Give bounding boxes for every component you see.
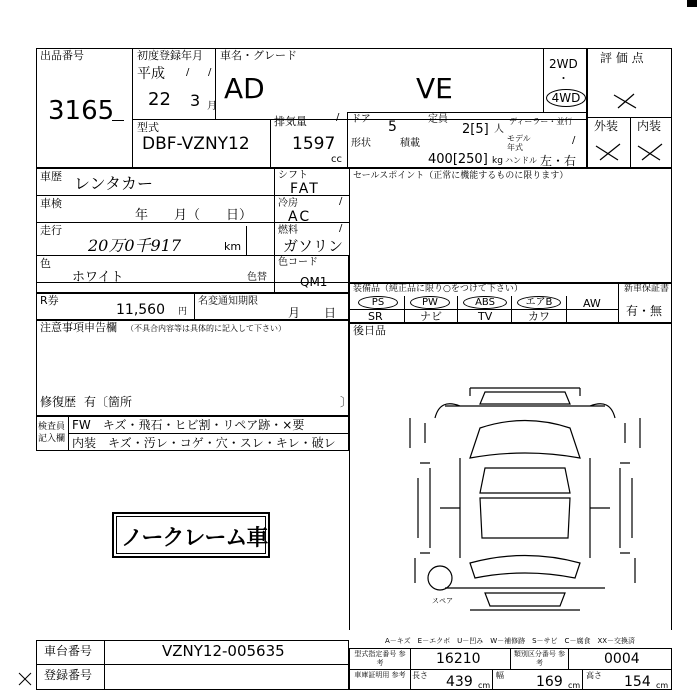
- ac: AC: [288, 209, 312, 225]
- checker-row1: FW キズ・飛石・ヒビ割・リペア跡・×要: [72, 418, 305, 432]
- slash-mark: /: [572, 135, 576, 146]
- width: 169: [536, 674, 563, 690]
- slash-mark: /: [208, 67, 212, 78]
- exterior-label: 外装: [594, 119, 619, 133]
- doors: 5: [388, 119, 397, 135]
- slash-mark: /: [336, 112, 340, 123]
- slash-mark: /: [339, 196, 343, 207]
- equip-navi: ナビ: [420, 310, 442, 323]
- color-code-label: 色替: [247, 272, 267, 283]
- corner-mark: [687, 0, 697, 7]
- equip-airbag: エアB: [517, 296, 561, 309]
- sales-point-label: セールスポイント（正常に機能するものに限ります）: [353, 171, 569, 181]
- class-num: 0004: [604, 651, 640, 667]
- color-label: 色: [40, 257, 51, 270]
- disp-label: 排気量: [274, 115, 307, 128]
- era: 平成: [137, 66, 165, 82]
- car-diagram: [400, 378, 650, 618]
- mileage-label: 走行: [40, 224, 62, 237]
- checker-label: 検査員 記入欄: [38, 422, 66, 444]
- interior-label: 内装: [637, 119, 662, 133]
- drive-4wd: 4WD: [546, 89, 586, 107]
- spec-num: 16210: [436, 651, 481, 667]
- load-label: 積載: [400, 138, 420, 149]
- inspection: 年 月（ 日）: [135, 208, 253, 223]
- height-label: 高さ: [586, 671, 602, 680]
- shift-label: シフト: [278, 170, 308, 181]
- notes-box: [36, 320, 349, 416]
- repair-close: 〕: [340, 395, 353, 409]
- x-mark: [18, 672, 32, 686]
- notes-label: 注意事項申告欄: [40, 321, 117, 334]
- height: 154: [624, 674, 651, 690]
- address-label: 名変通知期限: [198, 296, 258, 307]
- notes-sub: （不具合内容等は具体的に記入して下さい）: [126, 324, 286, 333]
- fuel-label: 燃料: [278, 225, 298, 236]
- exterior-cross-mark: [594, 142, 622, 162]
- capacity-label: 定員: [428, 114, 448, 125]
- color-code: QM1: [300, 275, 328, 289]
- spec-num-label: 型式指定番号 参考: [354, 650, 406, 667]
- chassis-label: 車台番号: [44, 644, 93, 658]
- kg-unit: kg: [492, 156, 503, 166]
- type-code: DBF-VZNY12: [142, 134, 250, 154]
- dims-label: 車庫証明用 参考: [354, 671, 406, 679]
- capacity: 2[5]: [462, 122, 489, 137]
- warranty: 有・無: [626, 304, 663, 318]
- grade-name: VE: [416, 72, 453, 105]
- dealer-label: ディーラー・並行: [509, 117, 573, 126]
- repair-value: 有〔箇所: [84, 395, 133, 409]
- recycle: 11,560: [116, 302, 165, 318]
- model-year-label: モデル 年式: [507, 134, 531, 152]
- damage-legend: A－キズ E－エクボ U－凹み W－補修跡 S－サビ C－腐食 XX－交換済: [385, 637, 636, 645]
- drive-sep: ・: [558, 72, 569, 85]
- displacement: 1597: [292, 134, 336, 154]
- lot-label: 出品番号: [40, 49, 84, 62]
- equip-abs: ABS: [463, 296, 507, 309]
- model-name: AD: [224, 72, 265, 105]
- chassis-number: VZNY12-005635: [162, 642, 285, 660]
- model-grade-label: 車名・グレード: [220, 49, 297, 62]
- length-label: 長さ: [412, 671, 428, 680]
- warranty-label: 新車保証書: [624, 284, 670, 294]
- length: 439: [446, 674, 473, 690]
- interior-cross-mark: [636, 142, 664, 162]
- reg-label: 初度登録年月: [137, 49, 203, 62]
- month-unit: 月: [207, 101, 217, 112]
- slash-mark: /: [339, 223, 343, 234]
- length-cm: cm: [478, 681, 491, 690]
- cc-unit: cc: [331, 154, 342, 165]
- checker-row2: 内装 キズ・汚レ・コゲ・穴・スレ・キレ・破レ: [72, 436, 336, 450]
- equip-pw: PW: [410, 296, 450, 309]
- type-label: 型式: [137, 121, 159, 134]
- equip-label: 装備品（純正品に限り○をつけて下さい）: [353, 284, 523, 294]
- color: ホワイト: [72, 270, 124, 285]
- equip-sr: SR: [368, 310, 383, 323]
- repair-label: 修復歴: [40, 395, 77, 409]
- height-cm: cm: [656, 681, 669, 690]
- shift: FAT: [290, 181, 320, 197]
- slash-mark: /: [186, 67, 190, 78]
- load: 400[250]: [428, 152, 488, 167]
- km-unit: km: [224, 240, 242, 253]
- address-value: 月 日: [288, 306, 337, 320]
- lot-mark: [112, 120, 124, 121]
- equip-aw: AW: [583, 297, 601, 310]
- yen-unit: 円: [178, 307, 188, 317]
- history: レンタカー: [74, 174, 153, 193]
- mileage: 20万0千917: [88, 236, 182, 255]
- reg-year: 22: [148, 89, 171, 110]
- aftermarket-label: 後日品: [353, 324, 386, 337]
- handle: 左・右: [540, 154, 577, 168]
- score-cross-mark: [612, 92, 638, 110]
- person-unit: 人: [494, 124, 504, 135]
- ac-label: 冷房: [278, 198, 298, 209]
- door-label: ドア: [351, 114, 371, 125]
- reg-month: 3: [190, 91, 201, 110]
- width-cm: cm: [568, 681, 581, 690]
- color-code-header: 色コード: [278, 257, 318, 268]
- equip-leather: カワ: [528, 310, 550, 323]
- score-label: 評 価 点: [600, 51, 644, 65]
- equip-tv: TV: [478, 310, 493, 323]
- drive-2wd: 2WD: [549, 57, 578, 71]
- plate-label: 登録番号: [44, 668, 93, 682]
- handle-label: ハンドル: [505, 156, 537, 165]
- equip-ps: PS: [358, 296, 398, 309]
- stamp-text: ノークレーム車: [121, 526, 268, 551]
- inspection-label: 車検: [40, 197, 62, 210]
- shape-label: 形状: [351, 138, 371, 149]
- recycle-label: R券: [40, 294, 59, 307]
- width-label: 幅: [496, 671, 504, 680]
- history-label: 車歴: [40, 170, 62, 183]
- fuel: ガソリン: [283, 237, 344, 255]
- spare-label: スペア: [432, 597, 453, 605]
- lot-number: 3165: [48, 96, 115, 126]
- class-label: 類別区分番号 参考: [513, 650, 566, 667]
